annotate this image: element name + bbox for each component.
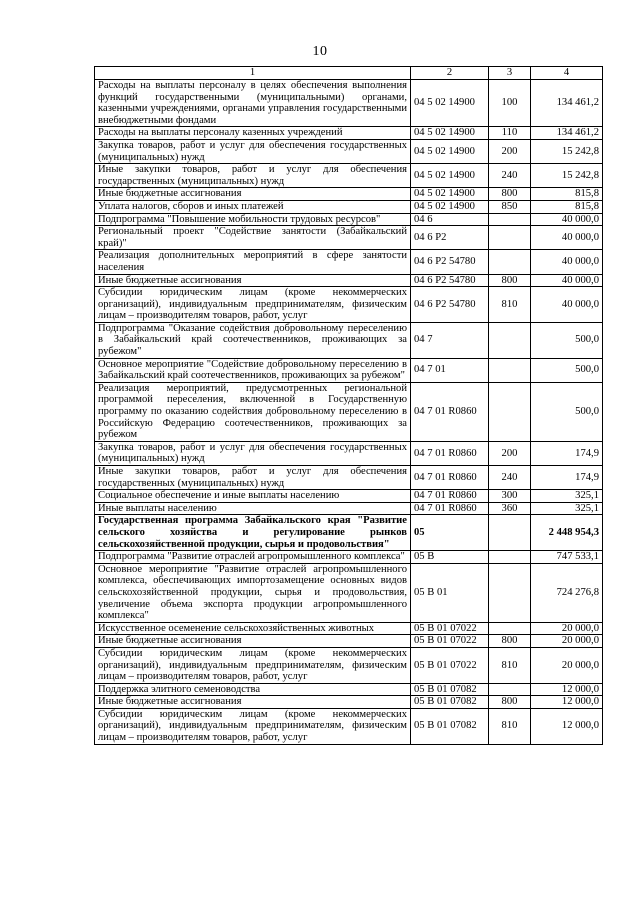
table-row: [95, 127, 603, 140]
table-row: [95, 551, 603, 564]
cell-name: Закупка товаров, работ и услуг для обеспечения государственных (муниципальных) нужд: [95, 441, 411, 465]
cell-code: 04 7: [411, 322, 489, 358]
cell-expense-type: 800: [489, 188, 531, 201]
table-row: [95, 358, 603, 382]
cell-name: Подпрограмма "Развитие отраслей агропромышленного комплекса": [95, 551, 411, 564]
cell-name: Поддержка элитного семеноводства: [95, 683, 411, 696]
table-row: [95, 490, 603, 503]
cell-expense-type: 100: [489, 80, 531, 127]
column-header-code: 2: [411, 67, 489, 80]
cell-name: Иные бюджетные ассигнования: [95, 274, 411, 287]
cell-name: Иные бюджетные ассигнования: [95, 696, 411, 709]
table-row: [95, 647, 603, 683]
cell-amount: 134 461,2: [531, 80, 603, 127]
cell-code: 04 7 01 R0860: [411, 382, 489, 441]
cell-expense-type: 800: [489, 696, 531, 709]
table-row: [95, 622, 603, 635]
table-row: [95, 188, 603, 201]
cell-expense-type: 810: [489, 647, 531, 683]
cell-name: Уплата налогов, сборов и иных платежей: [95, 200, 411, 213]
column-header-expense-type: 3: [489, 67, 531, 80]
cell-amount: 2 448 954,3: [531, 515, 603, 551]
cell-expense-type: [489, 226, 531, 250]
table-row: [95, 708, 603, 744]
cell-name: Иные бюджетные ассигнования: [95, 188, 411, 201]
cell-amount: 40 000,0: [531, 274, 603, 287]
cell-amount: 20 000,0: [531, 647, 603, 683]
cell-name: Подпрограмма "Повышение мобильности трудовых ресурсов": [95, 213, 411, 226]
cell-amount: 40 000,0: [531, 287, 603, 323]
cell-expense-type: [489, 250, 531, 274]
cell-expense-type: 810: [489, 287, 531, 323]
column-header-name: 1: [95, 67, 411, 80]
cell-name: Региональный проект "Содействие занятости (Забайкальский край)": [95, 226, 411, 250]
cell-name: Подпрограмма "Оказание содействия добровольному переселению в Забайкальский край соотечественников, проживающих за рубежом": [95, 322, 411, 358]
cell-amount: 500,0: [531, 382, 603, 441]
cell-code: 05 В 01 07082: [411, 683, 489, 696]
cell-name: Иные закупки товаров, работ и услуг для обеспечения государственных (муниципальных) нужд: [95, 164, 411, 188]
cell-expense-type: [489, 322, 531, 358]
cell-amount: 815,8: [531, 200, 603, 213]
cell-amount: 20 000,0: [531, 622, 603, 635]
cell-expense-type: [489, 551, 531, 564]
cell-code: 05 В 01 07022: [411, 647, 489, 683]
cell-code: 04 5 02 14900: [411, 200, 489, 213]
cell-name: Субсидии юридическим лицам (кроме некоммерческих организаций), индивидуальным предпринимателям, физическим лицам – производителям товаров, работ, услуг: [95, 647, 411, 683]
cell-expense-type: [489, 213, 531, 226]
table-row: [95, 563, 603, 622]
cell-expense-type: 110: [489, 127, 531, 140]
table-row: [95, 274, 603, 287]
cell-name: Субсидии юридическим лицам (кроме некоммерческих организаций), индивидуальным предпринимателям, физическим лицам – производителям товаров, работ, услуг: [95, 708, 411, 744]
table-row: [95, 441, 603, 465]
table-row: [95, 515, 603, 551]
cell-amount: 12 000,0: [531, 696, 603, 709]
cell-name: Субсидии юридическим лицам (кроме некоммерческих организаций), индивидуальным предпринимателям, физическим лицам – производителям товаров, работ, услуг: [95, 287, 411, 323]
cell-expense-type: 800: [489, 274, 531, 287]
cell-code: 04 5 02 14900: [411, 139, 489, 163]
cell-name: Расходы на выплаты персоналу в целях обеспечения выполнения функций государственными (муниципальными) органами, казенными учреждениями, органами управления государственными внебюджетными фондами: [95, 80, 411, 127]
cell-amount: 724 276,8: [531, 563, 603, 622]
cell-amount: 500,0: [531, 358, 603, 382]
table-row: [95, 502, 603, 515]
table-row: [95, 635, 603, 648]
cell-code: 04 7 01 R0860: [411, 502, 489, 515]
cell-name: Иные бюджетные ассигнования: [95, 635, 411, 648]
cell-expense-type: [489, 683, 531, 696]
cell-expense-type: [489, 563, 531, 622]
cell-amount: 15 242,8: [531, 139, 603, 163]
table-row: [95, 696, 603, 709]
cell-code: 04 6 P2 54780: [411, 274, 489, 287]
cell-code: 04 5 02 14900: [411, 164, 489, 188]
table-row: [95, 250, 603, 274]
cell-code: 04 6: [411, 213, 489, 226]
cell-amount: 40 000,0: [531, 213, 603, 226]
cell-name: Расходы на выплаты персоналу казенных учреждений: [95, 127, 411, 140]
cell-code: 05: [411, 515, 489, 551]
cell-name: Искусственное осеменение сельскохозяйственных животных: [95, 622, 411, 635]
cell-expense-type: [489, 358, 531, 382]
cell-code: 05 В 01 07022: [411, 635, 489, 648]
cell-expense-type: 810: [489, 708, 531, 744]
table-row: [95, 200, 603, 213]
cell-amount: 174,9: [531, 441, 603, 465]
table-row: [95, 80, 603, 127]
cell-amount: 174,9: [531, 466, 603, 490]
cell-code: 04 7 01 R0860: [411, 466, 489, 490]
cell-amount: 747 533,1: [531, 551, 603, 564]
cell-name: Основное мероприятие "Развитие отраслей агропромышленного комплекса, обеспечивающих импортозамещение основных видов сельскохозяйственной продукции, сырья и продовольствия, увеличение объема экспорта продукции агропромышленного комплекса": [95, 563, 411, 622]
table-row: [95, 164, 603, 188]
cell-code: 04 5 02 14900: [411, 188, 489, 201]
cell-name: Социальное обеспечение и иные выплаты населению: [95, 490, 411, 503]
table-row: [95, 382, 603, 441]
cell-code: 04 5 02 14900: [411, 127, 489, 140]
cell-amount: 134 461,2: [531, 127, 603, 140]
cell-amount: 12 000,0: [531, 683, 603, 696]
cell-code: 04 7 01: [411, 358, 489, 382]
cell-expense-type: 200: [489, 441, 531, 465]
cell-amount: 40 000,0: [531, 250, 603, 274]
cell-code: 04 5 02 14900: [411, 80, 489, 127]
cell-code: 05 В 01 07022: [411, 622, 489, 635]
cell-expense-type: [489, 622, 531, 635]
cell-code: 04 6 P2 54780: [411, 250, 489, 274]
cell-code: 04 6 P2: [411, 226, 489, 250]
cell-amount: 325,1: [531, 490, 603, 503]
cell-code: 05 В 01 07082: [411, 708, 489, 744]
table-row: [95, 322, 603, 358]
cell-name: Иные закупки товаров, работ и услуг для обеспечения государственных (муниципальных) нужд: [95, 466, 411, 490]
cell-name: Государственная программа Забайкальского края "Развитие сельского хозяйства и регулирование рынков сельскохозяйственной продукции, сырья и продовольствия": [95, 515, 411, 551]
cell-code: 05 В 01: [411, 563, 489, 622]
cell-expense-type: 360: [489, 502, 531, 515]
cell-code: 04 7 01 R0860: [411, 441, 489, 465]
cell-expense-type: 300: [489, 490, 531, 503]
cell-amount: 12 000,0: [531, 708, 603, 744]
page-number: 10: [312, 44, 328, 59]
cell-name: Реализация мероприятий, предусмотренных региональной программой переселения, включенной в Государственную программу по оказанию содействия добровольному переселению в Российскую Федерацию соотечественников, проживающих за рубежом: [95, 382, 411, 441]
cell-amount: 500,0: [531, 322, 603, 358]
cell-name: Реализация дополнительных мероприятий в сфере занятости населения: [95, 250, 411, 274]
cell-code: 05 В: [411, 551, 489, 564]
budget-table: [94, 66, 603, 745]
column-header-amount: 4: [531, 67, 603, 80]
cell-expense-type: [489, 515, 531, 551]
cell-expense-type: 850: [489, 200, 531, 213]
cell-expense-type: 240: [489, 164, 531, 188]
cell-code: 04 7 01 R0860: [411, 490, 489, 503]
cell-amount: 15 242,8: [531, 164, 603, 188]
table-row: [95, 226, 603, 250]
cell-expense-type: 200: [489, 139, 531, 163]
cell-expense-type: [489, 382, 531, 441]
cell-name: Иные выплаты населению: [95, 502, 411, 515]
cell-amount: 40 000,0: [531, 226, 603, 250]
cell-code: 05 В 01 07082: [411, 696, 489, 709]
cell-name: Основное мероприятие "Содействие добровольному переселению в Забайкальский край соотечественников, проживающих за рубежом": [95, 358, 411, 382]
cell-amount: 20 000,0: [531, 635, 603, 648]
header-row: [95, 67, 603, 80]
table-row: [95, 139, 603, 163]
table-row: [95, 466, 603, 490]
table-row: [95, 683, 603, 696]
cell-code: 04 6 P2 54780: [411, 287, 489, 323]
cell-expense-type: 240: [489, 466, 531, 490]
cell-name: Закупка товаров, работ и услуг для обеспечения государственных (муниципальных) нужд: [95, 139, 411, 163]
cell-amount: 325,1: [531, 502, 603, 515]
cell-amount: 815,8: [531, 188, 603, 201]
cell-expense-type: 800: [489, 635, 531, 648]
table-row: [95, 213, 603, 226]
table-row: [95, 287, 603, 323]
